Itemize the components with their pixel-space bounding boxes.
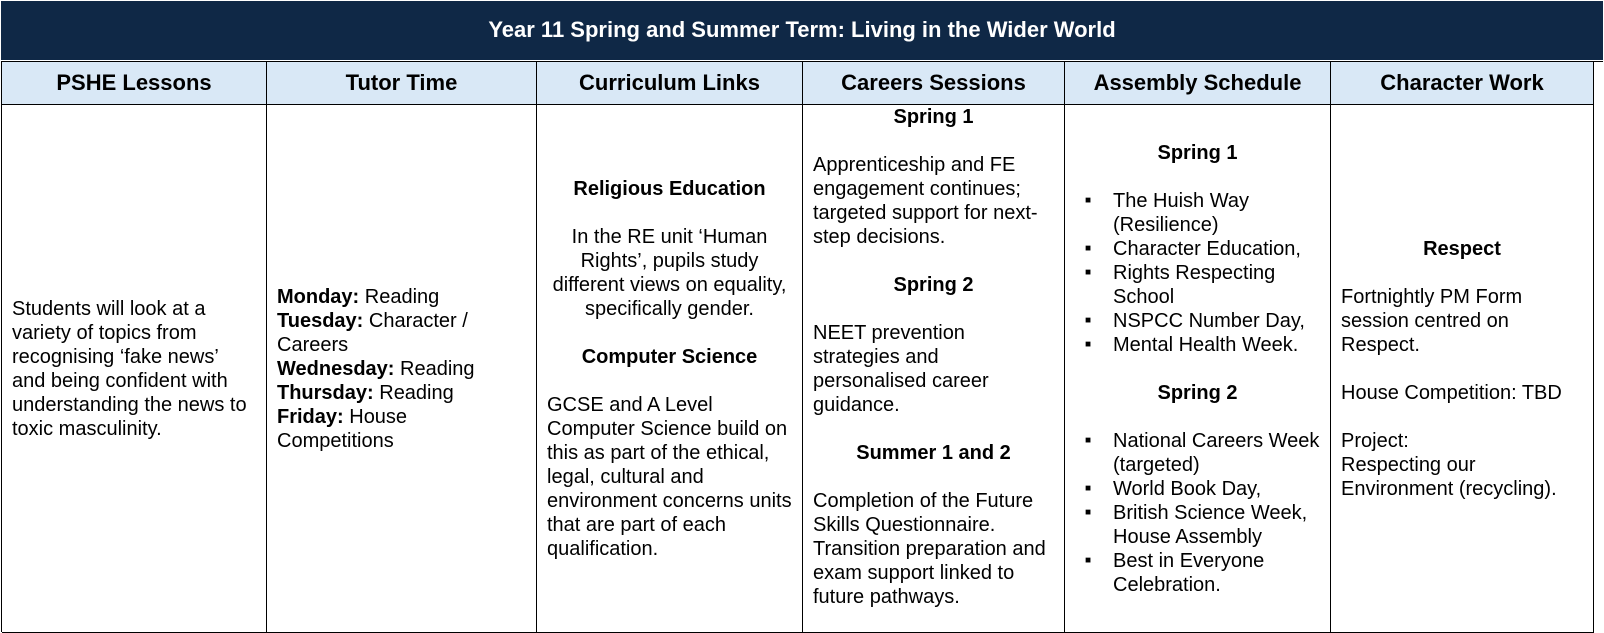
tutor-day-thursday — [277, 381, 526, 405]
character-project-text: Respecting our Environment (recycling). — [1341, 453, 1557, 500]
careers-summer-text: Completion of the Future Skills Questionnaire. Transition preparation and exam support linked to future pathways. — [813, 490, 1046, 608]
header-careers-sessions: Careers Sessions — [803, 62, 1065, 105]
day-activity: Reading — [394, 357, 475, 380]
careers-spring2-heading: Spring 2 — [893, 274, 974, 296]
character-heading: Respect — [1423, 237, 1501, 260]
tutor-day-tuesday — [277, 309, 526, 357]
day-activity: Reading — [373, 381, 454, 404]
character-cell — [1331, 105, 1594, 633]
header-character-work: Character Work — [1331, 62, 1594, 105]
day-activity: Reading — [359, 285, 440, 308]
list-item: ■ Mental Health Week. — [1075, 333, 1320, 357]
re-heading: Religious Education — [573, 177, 766, 200]
day-label: Friday: — [277, 405, 344, 428]
assembly-spring2-list — [1075, 429, 1320, 597]
day-label: Monday: — [277, 285, 360, 308]
careers-spring2-text: NEET prevention strategies and personalised career guidance. — [813, 322, 989, 416]
header-assembly-schedule: Assembly Schedule — [1065, 62, 1331, 105]
list-item: ■ British Science Week, House Assembly — [1075, 501, 1320, 549]
timetable-grid — [1, 61, 1603, 632]
careers-cell — [803, 105, 1065, 633]
list-item: ■ Character Education, — [1075, 237, 1320, 261]
careers-spring1-heading: Spring 1 — [893, 106, 974, 128]
assembly-spring1-list — [1075, 189, 1320, 357]
header-pshe-lessons: PSHE Lessons — [2, 62, 267, 105]
header-curriculum-links: Curriculum Links — [537, 62, 803, 105]
careers-spring1-text: Apprenticeship and FE engagement continues; targeted support for next-step decisions. — [813, 154, 1038, 248]
re-text: In the RE unit ‘Human Rights’, pupils study different views on equality, specifically gender. — [552, 225, 787, 320]
list-item: ■ NSPCC Number Day, — [1075, 309, 1320, 333]
day-label: Thursday: — [277, 381, 374, 404]
character-para2: House Competition: TBD — [1341, 381, 1562, 404]
list-item: ■ World Book Day, — [1075, 477, 1320, 501]
assembly-spring1-heading: Spring 1 — [1157, 141, 1238, 164]
character-para1: Fortnightly PM Form session centred on Respect. — [1341, 285, 1523, 356]
day-activity: Character / Careers — [277, 309, 468, 356]
list-item: ■ Best in Everyone Celebration. — [1075, 549, 1320, 597]
list-item: ■ The Huish Way (Resilience) — [1075, 189, 1320, 237]
list-item: ■ Rights Respecting School — [1075, 261, 1320, 309]
tutor-day-monday — [277, 285, 526, 309]
tutor-day-friday — [277, 405, 526, 453]
tutor-day-wednesday — [277, 357, 526, 381]
tutor-cell — [267, 105, 537, 633]
careers-summer-heading: Summer 1 and 2 — [856, 442, 1011, 464]
assembly-cell — [1065, 105, 1331, 633]
cs-heading: Computer Science — [581, 345, 758, 368]
pshe-description: Students will look at a variety of topics from recognising ‘fake news’ and being confident with understanding the news to toxic masculinity. — [12, 297, 247, 440]
list-item: ■ National Careers Week (targeted) — [1075, 429, 1320, 477]
character-project-label: Project: — [1341, 429, 1409, 452]
page-title: Year 11 Spring and Summer Term: Living in the Wider World — [1, 1, 1603, 60]
day-label: Tuesday: — [277, 309, 364, 332]
day-activity: House Competitions — [277, 405, 408, 452]
curriculum-cell — [537, 105, 803, 633]
header-tutor-time: Tutor Time — [267, 62, 537, 105]
cs-text: GCSE and A Level Computer Science build on this as part of the ethical, legal, cultural and environment concerns units that are part of each qualification. — [547, 393, 792, 560]
assembly-spring2-heading: Spring 2 — [1157, 381, 1238, 404]
day-label: Wednesday: — [277, 357, 395, 380]
pshe-cell — [2, 105, 267, 633]
